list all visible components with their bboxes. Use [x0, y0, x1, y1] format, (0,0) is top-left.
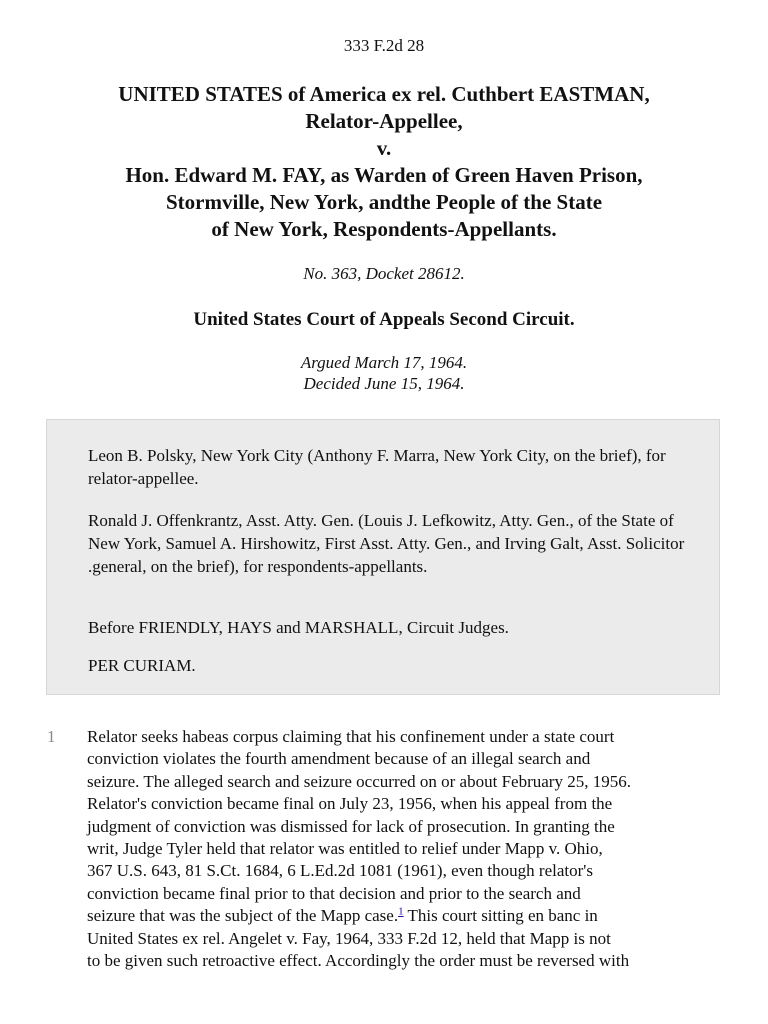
opinion-paragraph [87, 726, 747, 972]
footnote-link[interactable]: 1 [398, 905, 404, 918]
paragraph-line-with-footnote [87, 905, 747, 927]
paragraph-line: United States ex rel. Angelet v. Fay, 1964, 333 F.2d 12, held that Mapp is not [87, 928, 611, 948]
paragraph-segment: This court sitting en banc in [403, 906, 598, 926]
judges-line: Before FRIENDLY, HAYS and MARSHALL, Circuit Judges. [88, 618, 509, 637]
decided-date: Decided June 15, 1964. [303, 374, 465, 393]
paragraph-line: conviction violates the fourth amendment because of an illegal search and [87, 749, 591, 769]
paragraph-line: Relator seeks habeas corpus claiming that his confinement under a state court [87, 727, 615, 746]
paragraph-line: 367 U.S. 643, 81 S.Ct. 1684, 6 L.Ed.2d 1081 (1961), even though relator's [87, 861, 593, 881]
paragraph-segment: seizure that was the subject of the Mapp case. [87, 906, 399, 926]
paragraph-line: to be given such retroactive effect. Accordingly the order must be reversed with [87, 951, 630, 971]
per-curiam: PER CURIAM. [88, 656, 196, 675]
docket-number: No. 363, Docket 28612. [303, 264, 465, 283]
paragraph-number: 1 [47, 727, 56, 746]
paragraph-line: writ, Judge Tyler held that relator was entitled to relief under Mapp v. Ohio, [87, 839, 603, 859]
paragraph-line: judgment of conviction was dismissed for lack of prosecution. In granting the [87, 816, 615, 836]
respondent-counsel: Ronald J. Offenkrantz, Asst. Atty. Gen. (Louis J. Lefkowitz, Atty. Gen., of the State of New York, Samuel A. Hirshowitz, First Asst. Atty. Gen., and Irving Galt, Asst. Solicitor .general, on the brief), for respondents-appellants. [88, 511, 685, 576]
paragraph-line: Relator's conviction became final on July 23, 1956, when his appeal from the [87, 794, 613, 814]
counsel-panel [46, 419, 720, 695]
relator-counsel: Leon B. Polsky, New York City (Anthony F. Marra, New York City, on the brief), for relator-appellee. [88, 446, 666, 488]
court-name: United States Court of Appeals Second Circuit. [193, 309, 575, 330]
case-title [40, 81, 728, 243]
title-line: of New York, Respondents-Appellants. [211, 217, 557, 241]
case-citation: 333 F.2d 28 [343, 36, 425, 55]
paragraph-line: seizure. The alleged search and seizure occurred on or about February 25, 1956. [87, 771, 631, 791]
argued-date: Argued March 17, 1964. [300, 353, 468, 372]
title-line: v. [376, 136, 392, 160]
title-line: Stormville, New York, andthe People of the State [165, 190, 603, 214]
paragraph-line: conviction became final prior to that decision and prior to the search and [87, 883, 581, 903]
title-line: Relator-Appellee, [305, 109, 463, 133]
title-line: UNITED STATES of America ex rel. Cuthbert EASTMAN, [118, 82, 650, 106]
case-dates [0, 352, 768, 394]
title-line: Hon. Edward M. FAY, as Warden of Green Haven Prison, [125, 163, 643, 187]
